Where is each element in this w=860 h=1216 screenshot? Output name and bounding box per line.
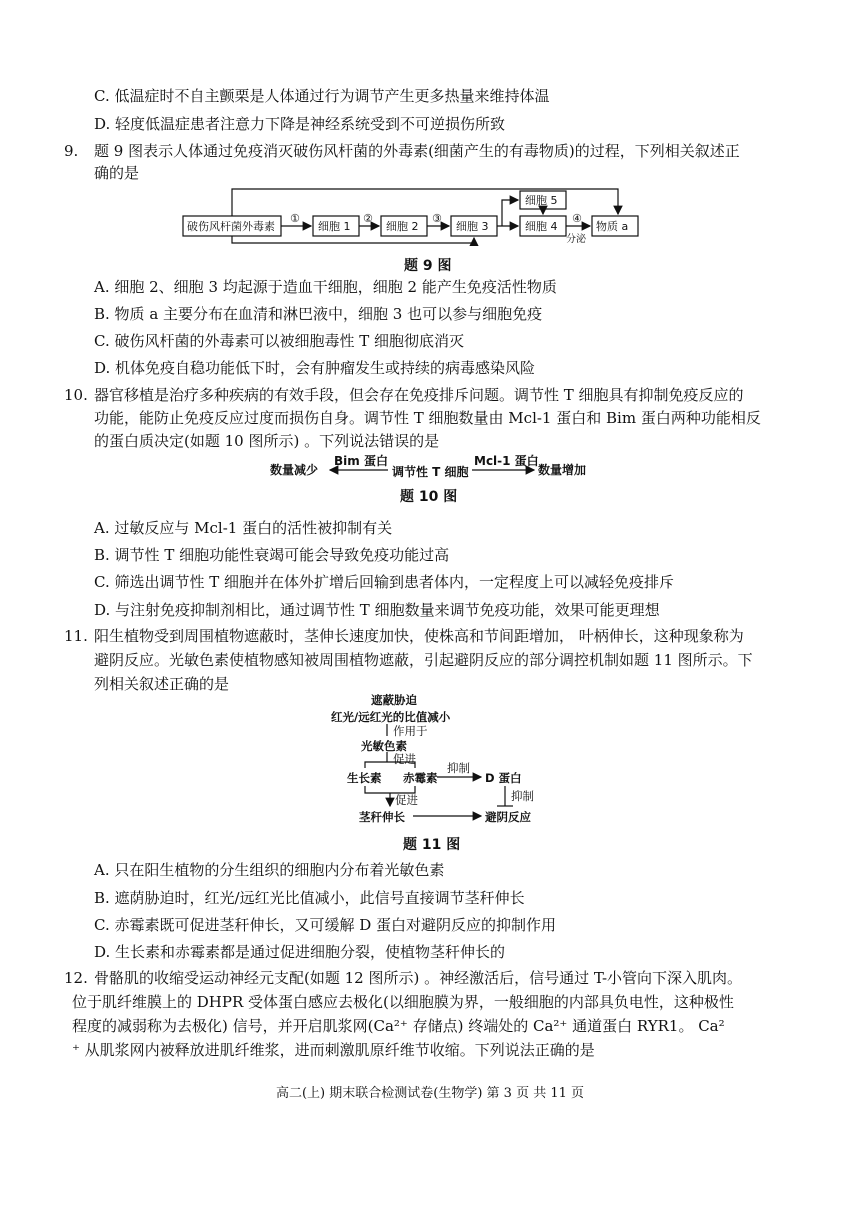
- q11-figure: [325, 690, 555, 828]
- q11-fig-act-on: 作用于: [393, 724, 428, 738]
- q9-figure: [180, 186, 640, 246]
- q10-option-b: B. 调节性 T 细胞功能性衰竭可能会导致免疫功能过高: [94, 546, 450, 564]
- q11-caption: 题 11 图: [403, 837, 461, 853]
- q12-stem-line4: ⁺ 从肌浆网内被释放进肌纤维浆，进而刺激肌原纤维节收缩。下列说法正确的是: [72, 1041, 595, 1059]
- q10-fig-bim: Bim 蛋白: [334, 454, 388, 468]
- q11-fig-shade-stress: 遮蔽胁迫: [371, 693, 417, 707]
- q11-number: 11.: [64, 627, 88, 645]
- q9-caption: 题 9 图: [404, 258, 452, 274]
- q11-option-b: B. 遮荫胁迫时，红光/远红光比值减小，此信号直接调节茎秆伸长: [94, 889, 525, 907]
- q10-stem-line3: 的蛋白质决定(如题 10 图所示) 。下列说法错误的是: [94, 432, 440, 450]
- q9-fig-cell5: 细胞 5: [525, 194, 558, 207]
- q11-fig-promote2: 促进: [395, 793, 418, 807]
- q12-number: 12.: [64, 969, 88, 987]
- q9-fig-step4: ④: [572, 212, 582, 225]
- q9-fig-cell4: 细胞 4: [525, 220, 558, 233]
- q9-number: 9.: [64, 142, 79, 160]
- q9-fig-cell1: 细胞 1: [318, 220, 351, 233]
- q11-fig-phytochrome: 光敏色素: [361, 739, 407, 753]
- q11-fig-stem-elongation: 茎秆伸长: [359, 810, 405, 824]
- page-footer: 高二(上) 期末联合检测试卷(生物学) 第 3 页 共 11 页: [275, 1086, 585, 1101]
- q9-fig-step2: ②: [363, 212, 373, 225]
- q11-stem-line3: 列相关叙述正确的是: [94, 675, 230, 693]
- q9-fig-cell2: 细胞 2: [386, 220, 419, 233]
- q11-option-d: D. 生长素和赤霉素都是通过促进细胞分裂，使植物茎秆伸长的: [94, 943, 506, 961]
- q12-stem-line1: 骨骼肌的收缩受运动神经元支配(如题 12 图所示) 。神经激活后，信号通过 T-小管向下深入肌肉。: [94, 969, 743, 987]
- q8-option-d: D. 轻度低温症患者注意力下降是神经系统受到不可逆损伤所致: [94, 115, 506, 133]
- q10-stem-line1: 器官移植是治疗多种疾病的有效手段，但会存在免疫排斥问题。调节性 T 细胞具有抑制免疫反应的: [94, 386, 744, 404]
- q11-fig-shade-avoidance: 避阴反应: [485, 810, 531, 824]
- q11-option-a: A. 只在阳生植物的分生组织的细胞内分布着光敏色素: [94, 861, 445, 879]
- q10-figure: [268, 452, 624, 480]
- q9-fig-toxin: 破伤风杆菌外毒素: [187, 220, 275, 233]
- q10-option-d: D. 与注射免疫抑制剂相比，通过调节性 T 细胞数量来调节免疫功能，效果可能更理想: [94, 601, 660, 619]
- q9-option-c: C. 破伤风杆菌的外毒素可以被细胞毒性 T 细胞彻底消灭: [94, 332, 465, 350]
- q9-fig-substance-a: 物质 a: [596, 220, 629, 233]
- q11-stem-line1: 阳生植物受到周围植物遮蔽时，茎伸长速度加快，使株高和节间距增加， 叶柄伸长，这种现象称为: [94, 627, 744, 645]
- q10-fig-mcl1: Mcl-1 蛋白: [474, 454, 539, 468]
- q10-option-c: C. 筛选出调节性 T 细胞并在体外扩增后回输到患者体内，一定程度上可以减轻免疫排斥: [94, 573, 675, 591]
- q10-stem-line2: 功能，能防止免疫反应过度而损伤自身。调节性 T 细胞数量由 Mcl-1 蛋白和 Bim 蛋白两种功能相反: [94, 409, 761, 427]
- q11-stem-line2: 避阴反应。光敏色素使植物感知被周围植物遮蔽，引起避阴反应的部分调控机制如题 11 图所示。下: [94, 651, 753, 669]
- q9-fig-step3: ③: [432, 212, 442, 225]
- q12-stem-line2: 位于肌纤维膜上的 DHPR 受体蛋白感应去极化(以细胞膜为界，一般细胞的内部具负电性，这种极性: [72, 993, 734, 1011]
- q10-fig-increase: 数量增加: [538, 463, 587, 477]
- q10-option-a: A. 过敏反应与 Mcl-1 蛋白的活性被抑制有关: [94, 519, 393, 537]
- q9-fig-secrete: 分泌: [566, 234, 586, 245]
- q9-fig-cell3: 细胞 3: [456, 220, 489, 233]
- q11-option-c: C. 赤霉素既可促进茎秆伸长，又可缓解 D 蛋白对避阴反应的抑制作用: [94, 916, 557, 934]
- q11-fig-ratio: 红光/远红光的比值减小: [331, 710, 451, 724]
- q12-stem-line3: 程度的减弱称为去极化) 信号，并开启肌浆网(Ca²⁺ 存储点) 终端处的 Ca²⁺ 通道蛋白 RYR1。 Ca²: [72, 1017, 725, 1035]
- q11-fig-gibberellin: 赤霉素: [403, 771, 438, 785]
- q11-fig-inhibit1: 抑制: [447, 761, 470, 775]
- q9-stem-line2: 确的是: [94, 164, 140, 182]
- q11-fig-d-protein: D 蛋白: [485, 771, 522, 785]
- q10-number: 10.: [64, 386, 88, 404]
- q11-fig-auxin: 生长素: [347, 771, 382, 785]
- q9-option-b: B. 物质 a 主要分布在血清和淋巴液中，细胞 3 也可以参与细胞免疫: [94, 305, 543, 323]
- q9-option-d: D. 机体免疫自稳功能低下时，会有肿瘤发生或持续的病毒感染风险: [94, 359, 536, 377]
- q10-fig-decrease: 数量减少: [270, 463, 319, 477]
- q9-option-a: A. 细胞 2、细胞 3 均起源于造血干细胞，细胞 2 能产生免疫活性物质: [94, 278, 557, 296]
- q11-fig-promote1: 促进: [393, 752, 416, 766]
- q10-fig-treg: 调节性 T 细胞: [392, 465, 469, 479]
- q9-stem-line1: 题 9 图表示人体通过免疫消灭破伤风杆菌的外毒素(细菌产生的有毒物质)的过程，下列相关叙述正: [94, 142, 740, 160]
- q10-caption: 题 10 图: [400, 489, 458, 505]
- q9-fig-step1: ①: [290, 212, 300, 225]
- q11-fig-inhibit2: 抑制: [511, 789, 534, 803]
- q8-option-c: C. 低温症时不自主颤栗是人体通过行为调节产生更多热量来维持体温: [94, 87, 550, 105]
